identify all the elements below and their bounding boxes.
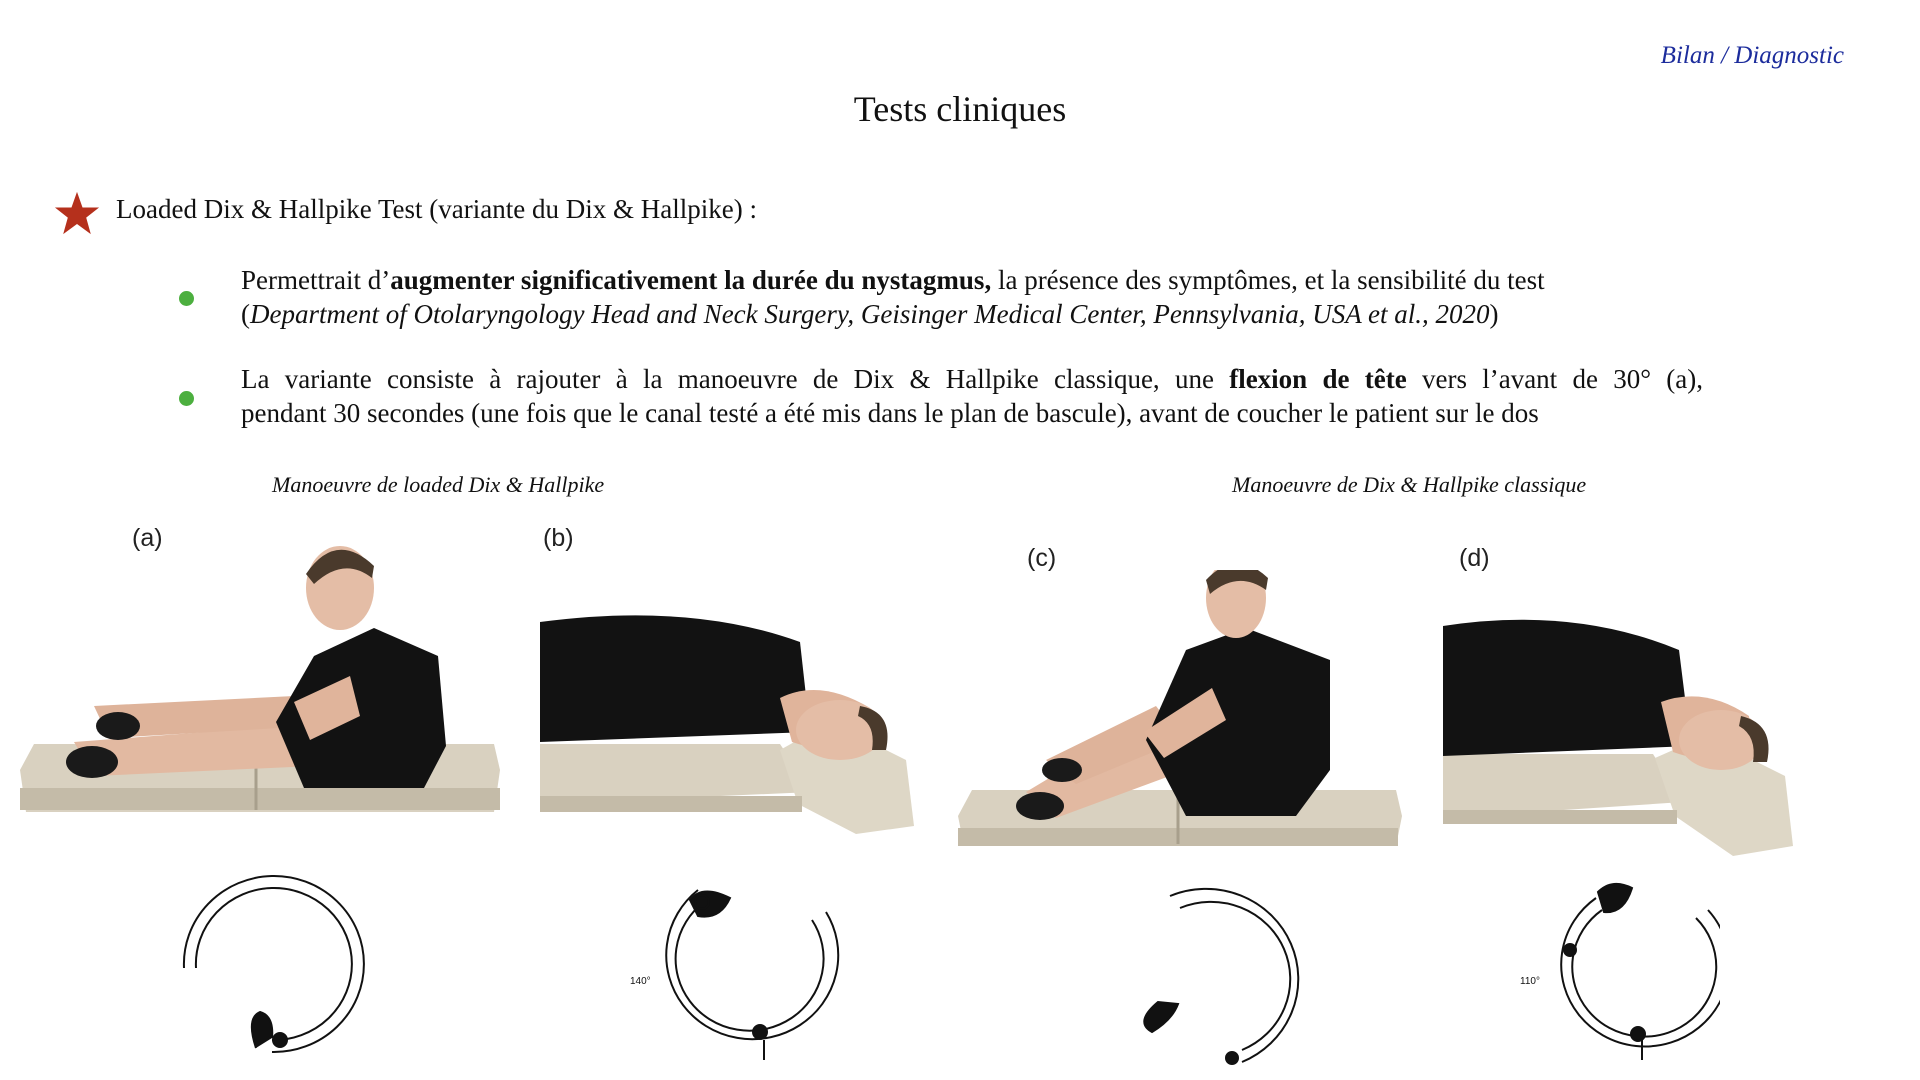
canal-diagram-a: [176, 868, 376, 1058]
bullet-text-2: [241, 362, 1703, 396]
photo-d-supine-head-extended: [1443, 606, 1795, 858]
photo-b-supine-head-extended: [540, 582, 916, 834]
photo-a-seated-head-flexed: [14, 526, 500, 822]
caption-loaded: Manoeuvre de loaded Dix & Hallpike: [272, 472, 605, 497]
citation: Department of Otolaryngology Head and Neck Surgery, Geisinger Medical Center, Pennsylvania, USA et al., 2020: [250, 299, 1490, 329]
bullet-text-1: [241, 263, 1703, 331]
bullet-icon: [179, 291, 194, 306]
bullet-1-strong: augmenter significativement la durée du nystagmus,: [390, 265, 992, 295]
star-icon: [54, 190, 100, 236]
panel-label-a: (a): [132, 524, 163, 552]
bullet-text-2-line2: pendant 30 secondes (une fois que le canal testé a été mis dans le plan de bascule), avant de coucher le patient sur le dos: [241, 398, 1539, 428]
canal-diagram-c: [1114, 872, 1332, 1068]
panel-label-c: (c): [1027, 544, 1057, 572]
photo-c-seated-head-neutral: [956, 570, 1402, 850]
bullet-1-post: la présence des symptômes, et la sensibilité du test: [991, 265, 1545, 295]
bullet-1-pre: Permettrait d’: [241, 265, 391, 295]
canal-diagram-d: [1520, 878, 1720, 1064]
panel-label-b: (b): [543, 524, 574, 552]
canal-diagram-b: [628, 880, 850, 1066]
bullet-2-post: vers l’avant de 30° (a),: [1406, 364, 1703, 394]
bullet-2-strong: flexion de tête: [1229, 364, 1407, 394]
angle-label-b: 140°: [630, 976, 651, 987]
bullet-icon: [179, 391, 194, 406]
test-heading: Loaded Dix & Hallpike Test (variante du Dix & Hallpike) :: [116, 194, 757, 224]
bullet-2-pre: La variante consiste à rajouter à la manoeuvre de Dix & Hallpike classique, une: [241, 364, 1230, 394]
citation-close: ): [1489, 299, 1499, 329]
panel-label-d: (d): [1459, 544, 1490, 572]
citation-open: (: [241, 299, 250, 329]
section-tag: Bilan / Diagnostic: [1660, 42, 1844, 69]
angle-label-d: 110°: [1520, 976, 1540, 987]
caption-classic: Manoeuvre de Dix & Hallpike classique: [1232, 472, 1587, 497]
page-title: Tests cliniques: [853, 89, 1067, 129]
